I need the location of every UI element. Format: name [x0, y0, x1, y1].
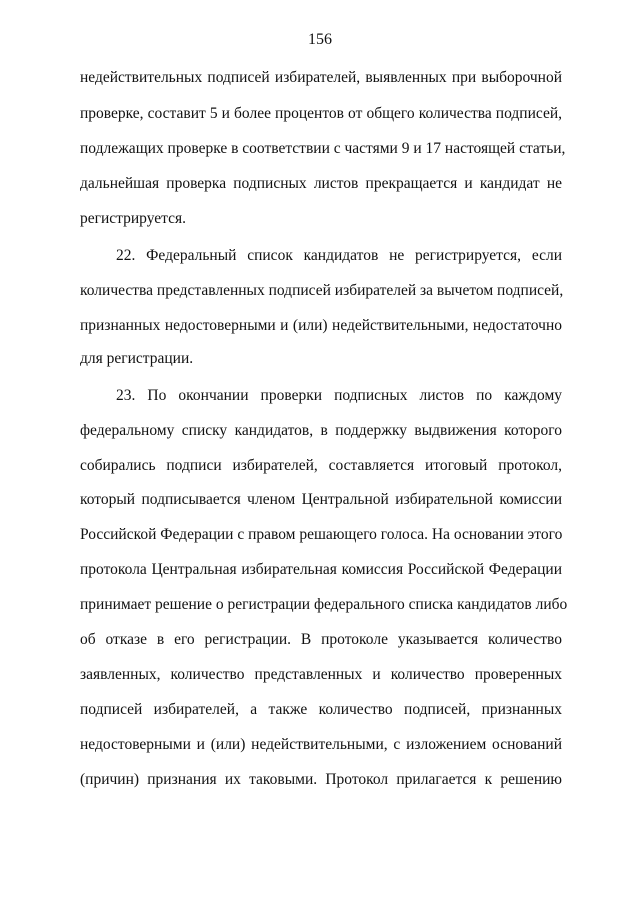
text-line: федеральному списку кандидатов, в поддержку выдвижения которого — [80, 422, 562, 439]
text-line: Российской Федерации с правом решающего голоса. На основании этого — [80, 526, 563, 543]
text-line: об отказе в его регистрации. В протоколе указывается количество — [80, 631, 562, 648]
text-line: недействительных подписей избирателей, выявленных при выборочной — [80, 69, 562, 86]
paragraph-23-first-line: 23. По окончании проверки подписных листов по каждому — [116, 387, 562, 404]
page-number: 156 — [308, 31, 332, 48]
text-line: который подписывается членом Центральной избирательной комиссии — [80, 491, 562, 508]
text-line: (причин) признания их таковыми. Протокол прилагается к решению — [80, 771, 562, 788]
text-line: принимает решение о регистрации федерального списка кандидатов либо — [80, 596, 568, 613]
text-line: протокола Центральная избирательная комиссия Российской Федерации — [80, 561, 562, 578]
text-line: для регистрации. — [80, 350, 194, 367]
text-line: проверке, составит 5 и более процентов от общего количества подписей, — [80, 105, 562, 122]
text-line: собирались подписи избирателей, составляется итоговый протокол, — [80, 457, 562, 474]
text-line: признанных недостоверными и (или) недействительными, недостаточно — [80, 317, 562, 334]
text-line: подписей избирателей, а также количество подписей, признанных — [80, 701, 562, 718]
text-line: дальнейшая проверка подписных листов прекращается и кандидат не — [80, 175, 562, 192]
text-line: регистрируется. — [80, 210, 186, 227]
text-line: количества представленных подписей избирателей за вычетом подписей, — [80, 282, 564, 299]
paragraph-22-first-line: 22. Федеральный список кандидатов не регистрируется, если — [116, 247, 562, 264]
text-line: недостоверными и (или) недействительными, с изложением оснований — [80, 736, 562, 753]
text-line: заявленных, количество представленных и количество проверенных — [80, 666, 562, 683]
text-line: подлежащих проверке в соответствии с частями 9 и 17 настоящей статьи, — [80, 140, 566, 157]
